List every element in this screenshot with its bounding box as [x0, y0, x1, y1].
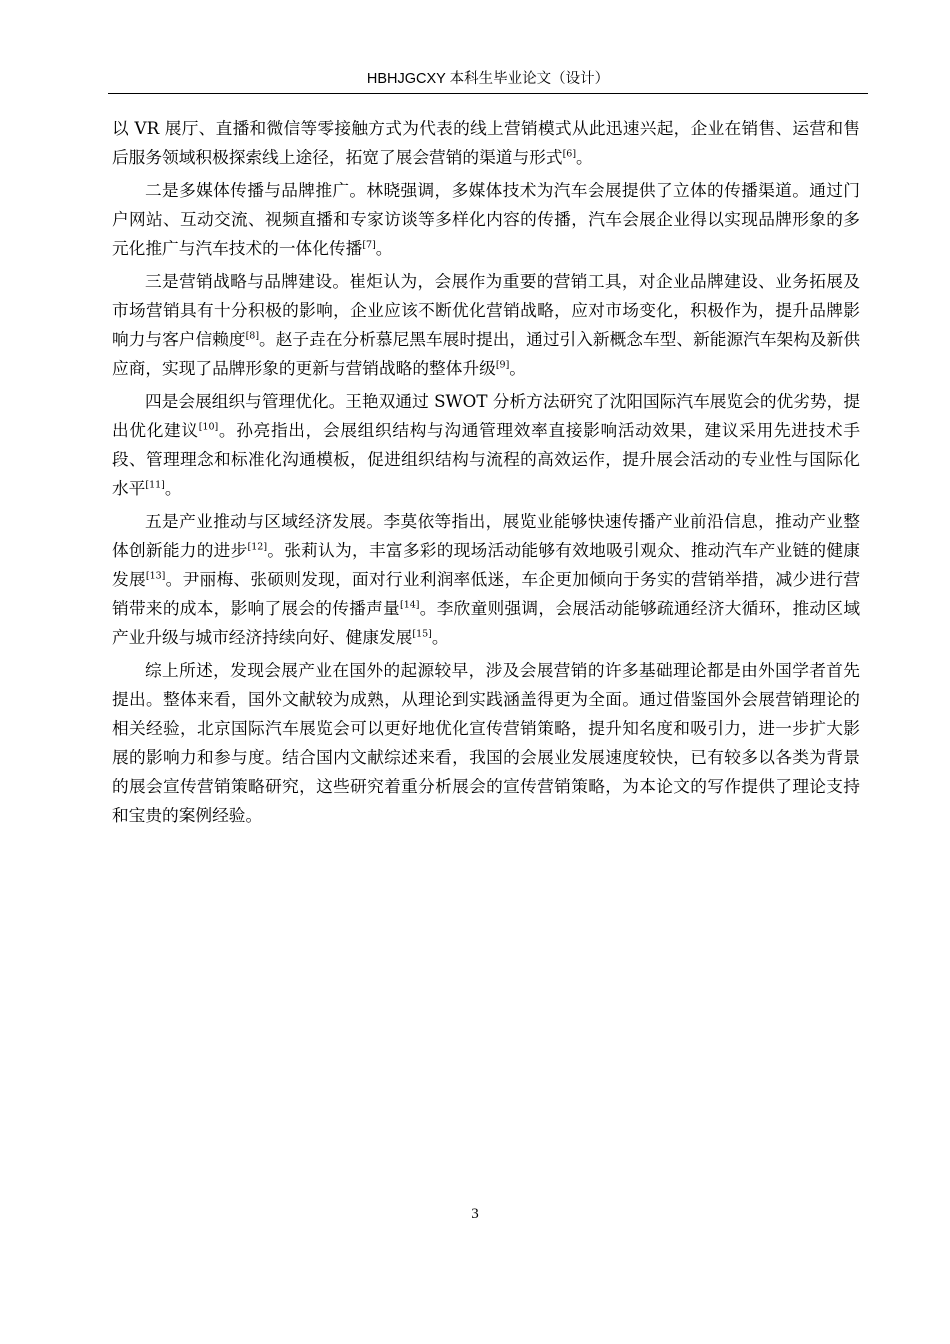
paragraph-text: 。 [164, 478, 182, 498]
paragraph-text: 三是营销战略与品牌建设。崔炬认为，会展作为重要的营销工具，对企业品牌建设、业务拓展及市场营销具有十分积极的影响，企业应该不断优化营销战略，应对市场变化，积极作为，提升品牌影响力与客户信赖度 [112, 271, 860, 349]
paragraph-text: 二是多媒体传播与品牌推广。林晓强调，多媒体技术为汽车会展提供了立体的传播渠道。通过门户网站、互动交流、视频直播和专家访谈等多样化内容的传播，汽车会展企业得以实现品牌形象的多元化推广与汽车技术的一体化传播 [112, 180, 860, 258]
citation-marker: [14] [400, 599, 420, 611]
paragraph [112, 114, 860, 172]
citation-marker: [11] [145, 479, 165, 491]
paragraph [112, 387, 860, 503]
document-body [112, 114, 860, 834]
paragraph-text: 。 [576, 147, 593, 167]
paragraph [112, 656, 860, 830]
page-number: 3 [471, 1206, 479, 1222]
citation-marker: [12] [247, 541, 268, 553]
paragraph [112, 176, 860, 263]
running-header: HBHJGCXY 本科生毕业论文（设计） [366, 71, 610, 87]
paragraph [112, 507, 860, 652]
header-rule [108, 93, 868, 94]
paragraph-text: 。尹丽梅、张硕则发现，面对行业利润率低迷，车企更加倾向于务实的营销举措，减少进行营销带来的成本，影响了展会的传播声量 [112, 569, 861, 618]
paragraph-text: 。 [431, 627, 449, 647]
citation-marker: [10] [198, 421, 219, 433]
citation-marker: [6] [562, 148, 577, 160]
citation-marker: [8] [245, 330, 260, 342]
paragraph-text: 四是会展组织与管理优化。王艳双通过 SWOT 分析方法研究了沈阳国际汽车展览会的优劣势，提出优化建议 [112, 391, 860, 440]
paragraph [112, 267, 860, 383]
paragraph-text: 。孙亮指出，会展组织结构与沟通管理效率直接影响活动效果，建议采用先进技术手段、管理理念和标准化沟通模板，促进组织结构与流程的高效运作，提升展会活动的专业性与国际化水平 [112, 420, 861, 498]
citation-marker: [7] [362, 239, 376, 251]
paragraph-text: 综上所述，发现会展产业在国外的起源较早，涉及会展营销的许多基础理论都是由外国学者首先提出。整体来看，国外文献较为成熟，从理论到实践涵盖得更为全面。通过借鉴国外会展营销理论的相关经验，北京国际汽车展览会可以更好地优化宣传营销策略，提升知名度和吸引力，进一步扩大影展的影响力和参与度。结合国内文献综述来看，我国的会展业发展速度较快，已有较多以各类为背景的展会宣传营销策略研究，这些研究着重分析展会的宣传营销策略，为本论文的写作提供了理论支持和宝贵的案例经验。 [112, 660, 860, 825]
paragraph-text: 。张莉认为，丰富多彩的现场活动能够有效地吸引观众、推动汽车产业链的健康发展 [112, 540, 860, 589]
paragraph-text: 。 [375, 238, 393, 258]
paragraph-text: 五是产业推动与区域经济发展。李莫依等指出，展览业能够快速传播产业前沿信息，推动产业整体创新能力的进步 [112, 511, 860, 560]
citation-marker: [9] [495, 359, 510, 371]
citation-marker: [15] [412, 628, 432, 640]
paragraph-text: 以 VR 展厅、直播和微信等零接触方式为代表的线上营销模式从此迅速兴起，企业在销售、运营和售后服务领域积极探索线上途径，拓宽了展会营销的渠道与形式 [112, 118, 860, 167]
paragraph-text: 。赵子垚在分析慕尼黑车展时提出，通过引入新概念车型、新能源汽车架构及新供应商，实现了品牌形象的更新与营销战略的整体升级 [112, 329, 861, 378]
paragraph-text: 。 [509, 358, 526, 378]
paragraph-text: 。李欣童则强调，会展活动能够疏通经济大循环，推动区域产业升级与城市经济持续向好、健康发展 [112, 598, 861, 647]
citation-marker: [13] [145, 570, 166, 582]
